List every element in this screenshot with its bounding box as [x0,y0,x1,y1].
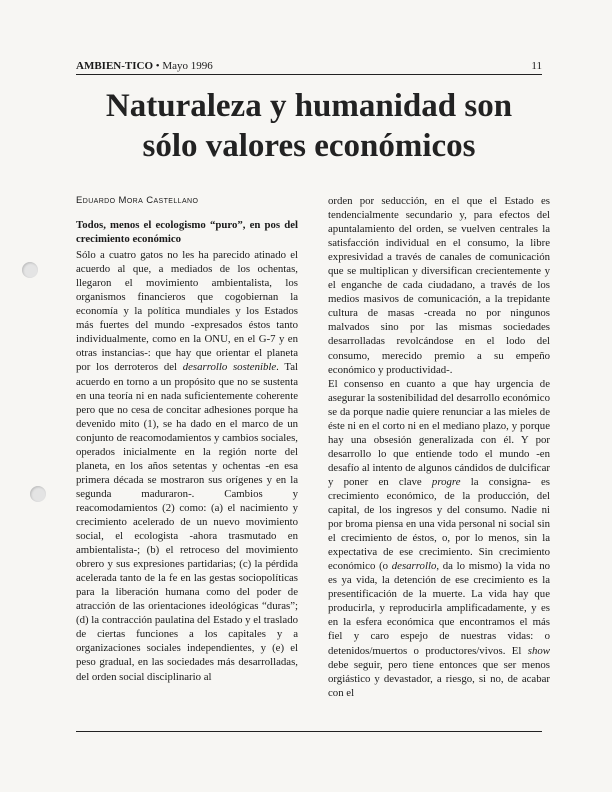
column-right [328,194,550,714]
text-run: Sólo a cuatro gatos no les ha parecido atinado el acuerdo al que, a mediados de los ochentas, llegaron el movimiento ambientalista, los organismos financieros que cogobiernan la economía y la política mundiales y los Estados más fuertes del mundo -expresados éstos tanto individualmente, como en la ONU, en el G-7 y en otras instancias-: que hay que orientar el planeta por los derroteros del [76,249,298,374]
italic-term: progre [431,475,461,488]
publication-name: AMBIEN-TICO [76,60,154,72]
italic-term: desarrollo sostenible [182,361,277,374]
header-rule [76,74,542,75]
italic-term: show [527,644,550,657]
paragraph [76,248,298,683]
text-run: El consenso en cuanto a que hay urgencia de asegurar la sostenibilidad del desarrollo económico se da porque nadie quiere renunciar a las mieles de éste ni en el corto ni en el mediano plazo, y porque hay una obsesión generalizada con él. Y por desarrollo lo que entiende todo el mundo -en desafío al intento de algunos cándidos de dulcificar y poner en clave [328,377,550,488]
footer-rule [76,731,542,732]
italic-term: desarrollo [391,560,437,573]
article-subheading: Todos, menos el ecologismo “puro”, en pos del crecimiento económico [76,219,298,246]
page-number: 11 [531,60,542,72]
article-author: Eduardo Mora Castellano [76,195,199,206]
paragraph [328,377,550,700]
publication-info [76,60,213,72]
paragraph: orden por seducción, en el que el Estado es tendencialmente secundario y, para efectos del apuntalamiento del orden, se vuelven centrales la satisfacción individual en el consumo, la libre expresividad a través de canales de comunicación que se multiplican y diversifican crecientemente y el enganche de cada ciudadano, a través de los medios masivos de comunicación, a la trepidante cultura de masas -creada no por ningunos malvados sino por las mismas sociedades desarrolladas revolcándose en el lodo del consumo, merecido premio a su empeño económico y productividad-. [328,195,550,376]
issue-date: • Mayo 1996 [153,60,213,72]
punch-hole [22,262,38,278]
page-header [76,58,542,72]
punch-hole [30,486,46,502]
text-run: . Tal acuerdo en torno a un propósito que no se sustenta en una teoría ni en nada suficientemente coherente pero que no cesa de concitar adhesiones porque ha devenido mito (1), se ha dado en el marco de un conjunto de reacomodamientos y cambios sociales, operados inicialmente en la región norte del planeta, en los años setentas y ochentas -en esa primera década se mostraron sus orígenes y en la segunda maduraron-. Cambios y reacomodamientos (2) como: (a) el nacimiento y crecimiento acelerado de un nuevo movimiento social, el ecologista -ahora trasmutado en ambientalista-; (b) el retroceso del movimiento obrero y sus expresiones partidarias; (c) la pérdida acelerada tanto de la fe en las gestas sociopolíticas para la liberación humana como del poder de atracción de las orientaciones ideológicas “duras”; (d) la contracción paulatina del Estado y el traslado de ciertas funciones a los capitales y a organizaciones sociales independientes, y (e) el peso gradual, en las sociedades más desarrolladas, del orden social disciplinario al [76,361,298,683]
title-line-2: sólo valores económicos [142,128,476,164]
column-left [76,218,298,710]
text-run: la consigna- es crecimiento económico, de la producción, del capital, de los ingresos y del consumo. Nadie ni por broma piensa en una vida personal ni social sin el crecimiento de éstos, o, por lo menos, sin la expectativa de ese crecimiento. Sin crecimiento económico (o [328,475,551,573]
text-run: debe seguir, pero tiene entonces que ser menos orgiástico y devastador, a riesgo, si no, de acabar con el [328,658,550,699]
title-line-1: Naturaleza y humanidad son [105,88,513,124]
text-run: , da lo mismo) la vida no es ya vida, la detención de ese crecimiento es la presentificación de la muerte. La vida hay que producirla, y reproducirla amplificadamente, y es en la esfera económica que encontramos el más fiel y caro espejo de nuestras vidas: o detenidos/muertos o productores/vivos. El [328,560,551,657]
article-title [76,86,542,166]
